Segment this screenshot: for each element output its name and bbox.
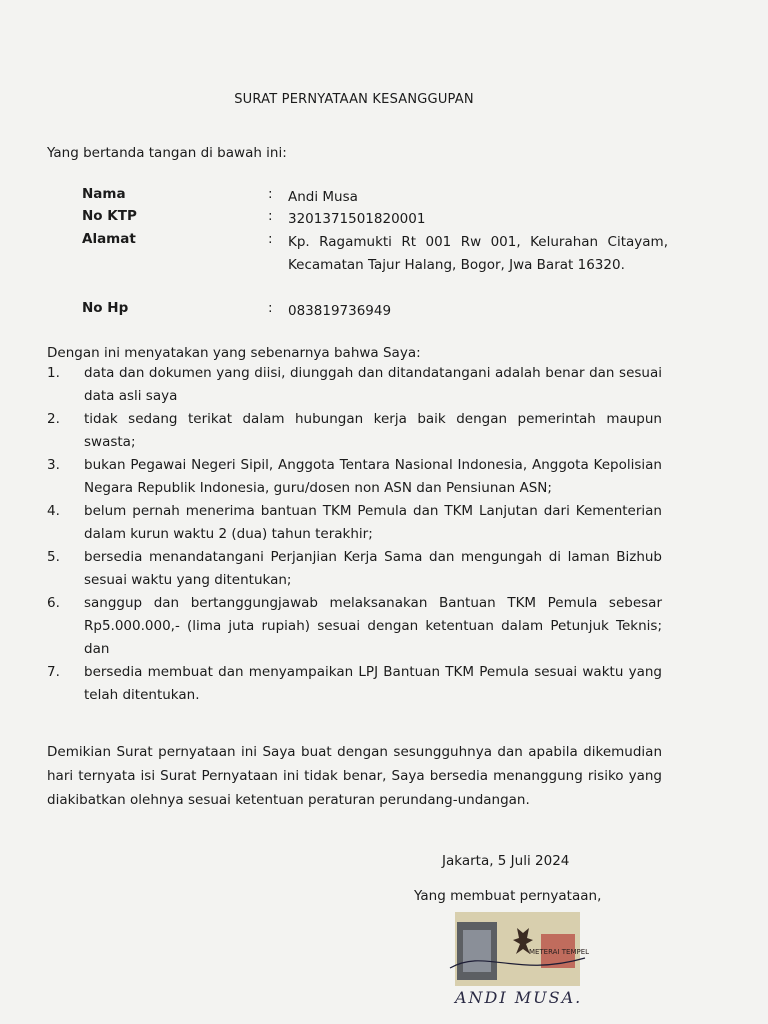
field-label: Alamat (82, 231, 136, 247)
list-text: tidak sedang terikat dalam hubungan kerja baik dengan pemerintah maupun swasta; (84, 411, 662, 450)
list-item (47, 592, 662, 661)
list-number: 1. (47, 365, 60, 381)
list-number: 5. (47, 549, 60, 565)
field-value: 3201371501820001 (288, 211, 426, 227)
list-number: 3. (47, 457, 60, 473)
meterai-stamp (455, 908, 590, 988)
list-number: 2. (47, 411, 60, 427)
field-colon: : (268, 186, 273, 202)
list-item (47, 454, 662, 500)
stamp-hologram-inner (463, 930, 491, 972)
field-colon: : (268, 300, 273, 316)
list-item (47, 546, 662, 592)
list-item (47, 362, 662, 408)
statement-list (47, 362, 662, 707)
document-title: SURAT PERNYATAAN KESANGGUPAN (234, 92, 474, 107)
closing-paragraph: Demikian Surat pernyataan ini Saya buat dengan sesungguhnya dan apabila dikemudian hari ternyata isi Surat Pernyataan ini tidak benar, Saya bersedia menanggung risiko yang diakibatkan olehnya sesuai ketentuan peraturan perundang-undangan. (47, 744, 662, 808)
list-text: sanggup dan bertanggungjawab melaksanakan Bantuan TKM Pemula sebesar Rp5.000.000,- (lima juta rupiah) sesuai dengan ketentuan dalam Petunjuk Teknis; dan (84, 595, 662, 657)
field-value: 083819736949 (288, 303, 392, 319)
field-label: Nama (82, 186, 126, 202)
list-number: 4. (47, 503, 60, 519)
list-text: bersedia membuat dan menyampaikan LPJ Bantuan TKM Pemula sesuai waktu yang telah ditentukan. (84, 664, 662, 703)
list-item (47, 661, 662, 707)
maker-label: Yang membuat pernyataan, (414, 888, 602, 904)
list-number: 7. (47, 664, 60, 680)
list-text: belum pernah menerima bantuan TKM Pemula dan TKM Lanjutan dari Kementerian dalam kurun waktu 2 (dua) tahun terakhir; (84, 503, 662, 542)
field-value: Andi Musa (288, 189, 358, 205)
field-colon: : (268, 208, 273, 224)
list-text: bukan Pegawai Negeri Sipil, Anggota Tentara Nasional Indonesia, Anggota Kepolisian Negara Republik Indonesia, guru/dosen non ASN dan Pensiunan ASN; (84, 457, 662, 496)
list-item (47, 500, 662, 546)
list-item (47, 408, 662, 454)
field-colon: : (268, 231, 273, 247)
field-value: Kp. Ragamukti Rt 001 Rw 001, Kelurahan Citayam, Kecamatan Tajur Halang, Bogor, Jwa Barat 16320. (288, 234, 668, 273)
statement-intro: Dengan ini menyatakan yang sebenarnya bahwa Saya: (47, 345, 421, 361)
signature-name: ANDI MUSA. (455, 988, 583, 1007)
list-text: bersedia menandatangani Perjanjian Kerja Sama dan mengungah di laman Bizhub sesuai waktu yang ditentukan; (84, 549, 662, 588)
intro-text: Yang bertanda tangan di bawah ini: (47, 145, 287, 161)
list-text: data dan dokumen yang diisi, diunggah dan ditandatangani adalah benar dan sesuai data asli saya (84, 365, 662, 404)
place-date: Jakarta, 5 Juli 2024 (442, 853, 570, 869)
field-label: No Hp (82, 300, 129, 316)
list-number: 6. (47, 595, 60, 611)
field-label: No KTP (82, 208, 137, 224)
stamp-label: METERAI TEMPEL (528, 948, 590, 956)
